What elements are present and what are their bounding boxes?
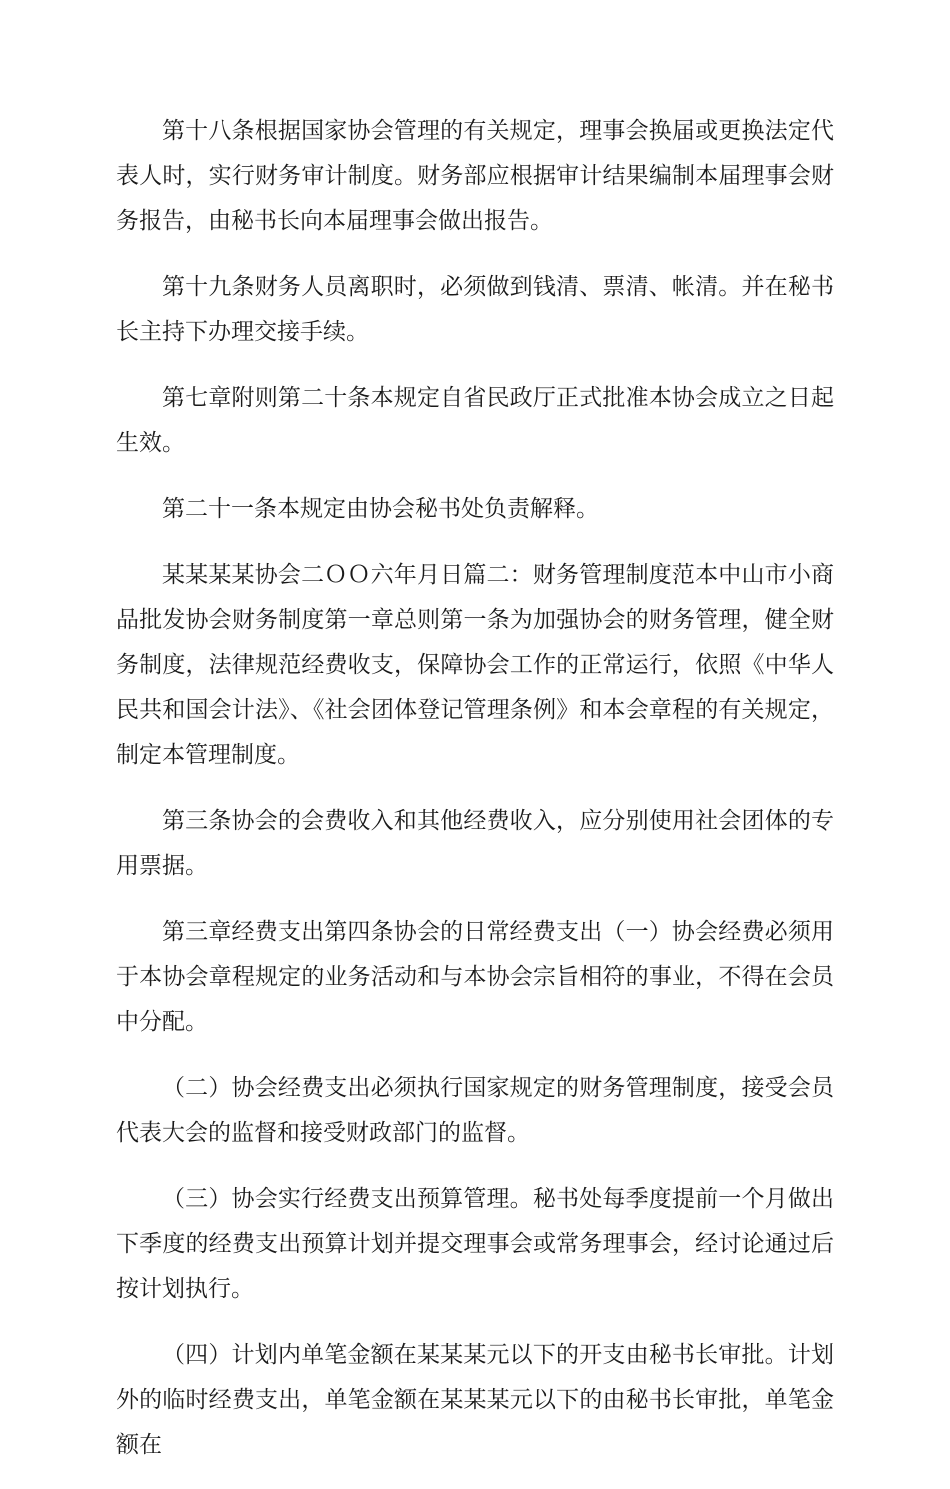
paragraph-article-21: 第二十一条本规定由协会秘书处负责解释。 (162, 496, 599, 522)
paragraph-article-4: 第三章经费支出第四条协会的日常经费支出（一）协会经费必须用于本协会章程规定的业务活动和与本协会宗旨相符的事业，不得在会员中分配。 (116, 919, 834, 1035)
paragraph-article-20: 第七章附则第二十条本规定自省民政厅正式批准本协会成立之日起生效。 (116, 385, 834, 456)
paragraph-item-2: （二）协会经费支出必须执行国家规定的财务管理制度，接受会员代表大会的监督和接受财政部门的监督。 (116, 1075, 834, 1146)
paragraph-article-3: 第三条协会的会费收入和其他经费收入，应分别使用社会团体的专用票据。 (116, 808, 834, 879)
paragraph-item-3: （三）协会实行经费支出预算管理。秘书处每季度提前一个月做出下季度的经费支出预算计划并提交理事会或常务理事会，经讨论通过后按计划执行。 (116, 1186, 834, 1302)
paragraph-part-two-intro: 某某某某协会二ＯＯ六年月日篇二：财务管理制度范本中山市小商品批发协会财务制度第一章总则第一条为加强协会的财务管理，健全财务制度，法律规范经费收支，保障协会工作的正常运行，依照《中华人民共和国会计法》、《社会团体登记管理条例》和本会章程的有关规定，制定本管理制度。 (116, 562, 834, 768)
paragraph-article-18: 第十八条根据国家协会管理的有关规定，理事会换届或更换法定代表人时，实行财务审计制度。财务部应根据审计结果编制本届理事会财务报告，由秘书长向本届理事会做出报告。 (116, 118, 834, 234)
paragraph-item-4: （四）计划内单笔金额在某某某元以下的开支由秘书长审批。计划外的临时经费支出，单笔金额在某某某元以下的由秘书长审批，单笔金额在 (116, 1342, 834, 1458)
document-body (116, 109, 834, 1489)
paragraph-article-19: 第十九条财务人员离职时，必须做到钱清、票清、帐清。并在秘书长主持下办理交接手续。 (116, 274, 834, 345)
